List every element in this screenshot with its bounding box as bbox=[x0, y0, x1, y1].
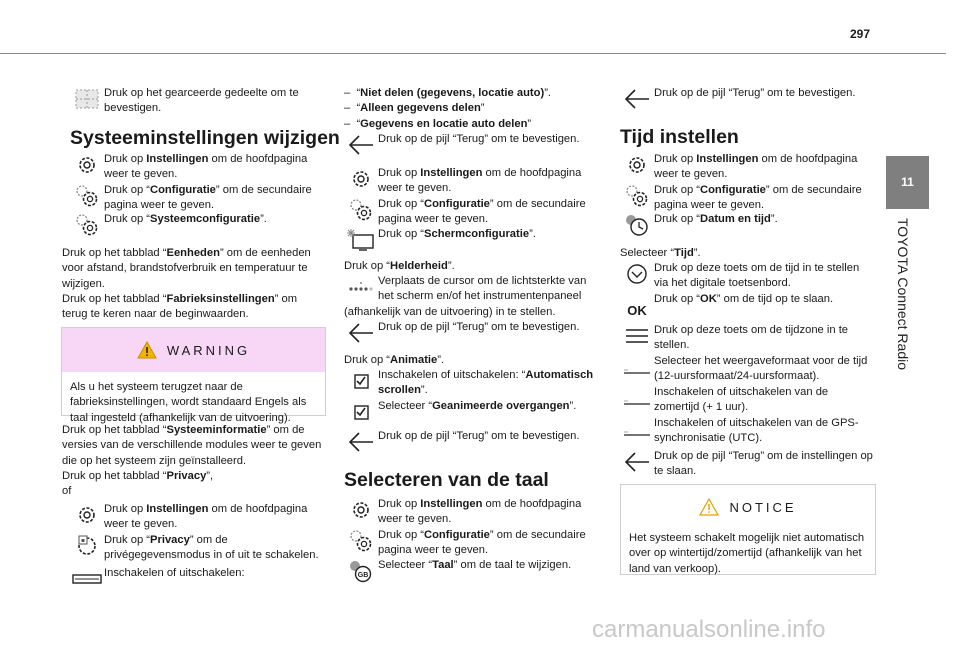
double-gear-icon bbox=[344, 197, 378, 223]
step-date-time: Druk op “Datum en tijd”. bbox=[620, 212, 875, 238]
step-format: Selecteer het weergaveformaat voor de tijd (12-uursformaat/24-uursformaat). bbox=[620, 354, 875, 385]
step-privacy: Druk op “Privacy” om de privégegevensmodus in of uit te schakelen. bbox=[70, 533, 325, 564]
brightness-label: Druk op “Helderheid”. bbox=[344, 260, 455, 272]
gear-icon bbox=[344, 166, 378, 192]
step-back-3: Druk op de pijl “Terug” om te bevestigen. bbox=[344, 429, 599, 455]
notice-box bbox=[620, 484, 876, 575]
step-settings: Druk op Instellingen om de hoofdpagina weer te geven. bbox=[620, 152, 875, 183]
step-settings: Druk op Instellingen om de hoofdpagina weer te geven. bbox=[70, 152, 325, 183]
toggle-line-icon bbox=[620, 354, 654, 380]
step-system-config: Druk op “Systeemconfiguratie”. bbox=[70, 212, 325, 238]
step-back-save: Druk op de pijl “Terug” om de instellingen op te slaan. bbox=[620, 449, 875, 480]
heading-system-settings: Systeeminstellingen wijzigen bbox=[70, 127, 340, 149]
top-rule bbox=[0, 53, 946, 54]
toggle-text: Inschakelen of uitschakelen: bbox=[104, 567, 245, 579]
privacy-option-3: – “Gegevens en locatie auto delen” bbox=[344, 117, 532, 130]
step-transitions: Selecteer “Geanimeerde overgangen”. bbox=[344, 399, 599, 425]
notice-header bbox=[621, 485, 875, 529]
grid-step bbox=[70, 86, 325, 117]
clock-icon bbox=[620, 212, 654, 238]
gb-label: GB bbox=[357, 572, 369, 579]
system-info-paragraph: Druk op het tabblad “Systeeminformatie” om de versies van de verschillende modules weer te geven die op het systeem zijn geïnstalleerd. Druk op het tabblad “Privacy”, of bbox=[62, 424, 322, 498]
privacy-options bbox=[344, 86, 599, 132]
gear-icon bbox=[70, 152, 104, 178]
step-configuration: Druk op “Configuratie” om de secundaire pagina weer te geven. bbox=[70, 183, 325, 214]
toggle-switch-icon bbox=[70, 566, 104, 592]
chapter-tab: 11 bbox=[886, 156, 929, 209]
slider-continuation: (afhankelijk van de uitvoering) in te stellen. bbox=[344, 306, 556, 318]
warning-header bbox=[62, 328, 325, 372]
step-configuration: Druk op “Configuratie” om de secundaire pagina weer te geven. bbox=[620, 183, 875, 214]
back-arrow-icon bbox=[344, 429, 378, 455]
double-gear-icon bbox=[344, 528, 378, 554]
notice-title: NOTICE bbox=[729, 499, 797, 515]
double-gear-icon bbox=[70, 212, 104, 238]
step-ok: OK Druk op “OK” om de tijd op te slaan. bbox=[620, 292, 875, 318]
back-arrow-icon bbox=[620, 86, 654, 112]
double-gear-icon bbox=[620, 183, 654, 209]
list-icon bbox=[620, 323, 654, 349]
gear-icon bbox=[70, 502, 104, 528]
ok-label: OK bbox=[627, 303, 647, 318]
heading-language: Selecteren van de taal bbox=[344, 469, 549, 491]
step-back-top: Druk op de pijl “Terug” om te bevestigen. bbox=[620, 86, 875, 112]
step-configuration: Druk op “Configuratie” om de secundaire pagina weer te geven. bbox=[344, 197, 599, 228]
chevron-down-circle-icon bbox=[620, 261, 654, 287]
step-settings: Druk op Instellingen om de hoofdpagina weer te geven. bbox=[344, 497, 599, 528]
heading-time: Tijd instellen bbox=[620, 126, 739, 148]
step-timezone: Druk op deze toets om de tijdzone in te stellen. bbox=[620, 323, 875, 354]
privacy-gear-icon bbox=[70, 533, 104, 559]
step-back-2: Druk op de pijl “Terug” om te bevestigen. bbox=[344, 320, 599, 346]
watermark: carmanualsonline.info bbox=[592, 616, 826, 643]
warning-icon bbox=[137, 341, 157, 359]
step-settings: Druk op Instellingen om de hoofdpagina weer te geven. bbox=[344, 166, 599, 197]
toggle-line-icon bbox=[620, 416, 654, 442]
chapter-title: TOYOTA Connect Radio bbox=[895, 218, 911, 370]
grid-icon bbox=[70, 86, 104, 112]
step-toggle bbox=[70, 566, 325, 592]
toggle-line-icon bbox=[620, 385, 654, 411]
animation-label: Druk op “Animatie”. bbox=[344, 354, 445, 366]
checkbox-icon bbox=[344, 368, 378, 394]
notice-text: Het systeem schakelt mogelijk niet automatisch over op wintertijd/zomertijd (afhankelijk van het land van verkoop). bbox=[629, 532, 865, 575]
step-configuration: Druk op “Configuratie” om de secundaire pagina weer te geven. bbox=[344, 528, 599, 559]
privacy-option-1: – “Niet delen (gegevens, locatie auto)”. bbox=[344, 87, 552, 99]
grid-step-text: Druk op het gearceerde gedeelte om te bevestigen. bbox=[104, 87, 299, 115]
select-time-label: Selecteer “Tijd”. bbox=[620, 247, 701, 259]
privacy-option-2: – “Alleen gegevens delen” bbox=[344, 102, 485, 115]
page-number: 297 bbox=[850, 27, 871, 41]
step-slider: Verplaats de cursor om de lichtsterkte van het scherm en/of het instrumentenpaneel bbox=[344, 274, 599, 305]
warning-text: Als u het systeem terugzet naar de fabrieksinstellingen, wordt standaard Engels als taal ingesteld (afhankelijk van de uitvoering). bbox=[70, 381, 307, 424]
double-gear-icon bbox=[70, 183, 104, 209]
units-paragraph: Druk op het tabblad “Eenheden” om de eenheden voor afstand, brandstofverbruik en temperatuur te wijzigen. Druk op het tabblad “Fabrieksinstellingen” om terug te keren naar de beginwaarden. bbox=[62, 247, 311, 321]
checkbox-icon bbox=[344, 399, 378, 425]
warning-title: WARNING bbox=[166, 342, 251, 358]
gear-icon bbox=[344, 497, 378, 523]
step-back-1: Druk op de pijl “Terug” om te bevestigen. bbox=[344, 132, 599, 158]
language-gb-icon bbox=[344, 558, 378, 584]
brightness-slider-icon bbox=[344, 274, 378, 300]
step-keyboard: Druk op deze toets om de tijd in te stellen via het digitale toetsenbord. bbox=[620, 261, 875, 292]
screen-brightness-icon bbox=[344, 227, 378, 253]
back-arrow-icon bbox=[344, 320, 378, 346]
gear-icon bbox=[620, 152, 654, 178]
ok-button-icon bbox=[620, 292, 654, 318]
back-arrow-icon bbox=[620, 449, 654, 475]
notice-icon bbox=[699, 498, 719, 516]
step-settings-2: Druk op Instellingen om de hoofdpagina weer te geven. bbox=[70, 502, 325, 533]
step-autoscroll: Inschakelen of uitschakelen: “Automatisch scrollen”. bbox=[344, 368, 599, 399]
step-gps-sync: Inschakelen of uitschakelen van de GPS-synchronisatie (UTC). bbox=[620, 416, 875, 447]
back-arrow-icon bbox=[344, 132, 378, 158]
step-dst: Inschakelen of uitschakelen van de zomertijd (+ 1 uur). bbox=[620, 385, 875, 416]
step-language: GB Selecteer “Taal” om de taal te wijzigen. bbox=[344, 558, 599, 584]
warning-box bbox=[61, 327, 326, 424]
step-screen-config: Druk op “Schermconfiguratie”. bbox=[344, 227, 599, 253]
